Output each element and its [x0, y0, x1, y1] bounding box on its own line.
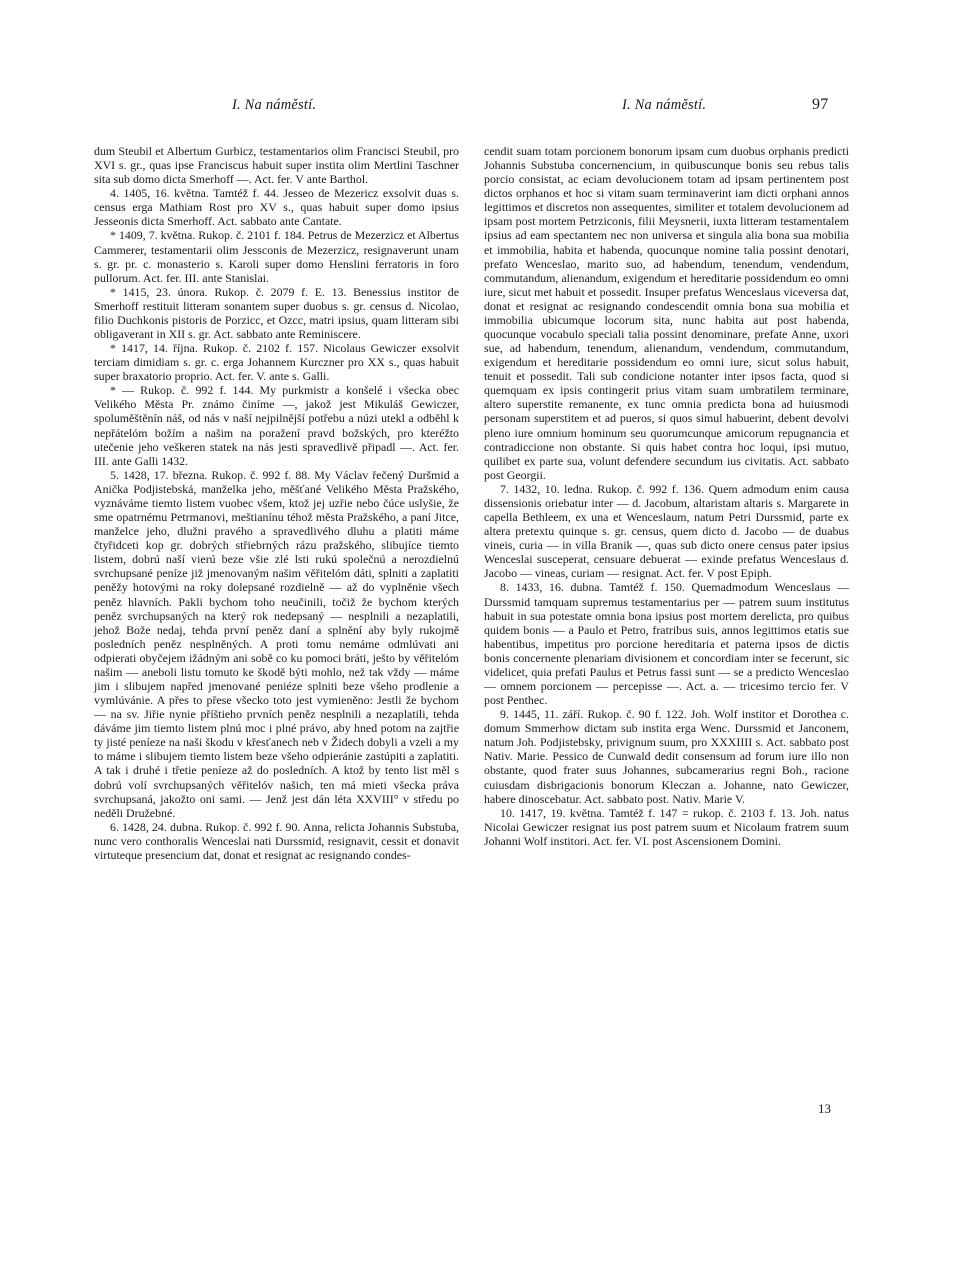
text-paragraph: cendit suam totam porcionem bonorum ipsam cum duobus orphanis predicti Johannis Substuba concernencium, in quibuscunque bonis seu rebus talis porcio consistat, ac eciam devolucionem totam ad ipsam pertinentem post dictos orphanos et hoc si vitam suam terminaverint iam dicti orphani annos legittimos et discretos non assequentes, similiter et totalem devolucionem ad ipsam post mortem Petrziconis, filii Meysnerii, iuxta litteram testamentalem ipsius ad eam spectantem nec non universa et singula alia bona sua mobilia et immobilia, habita et habenda, quocunque nomine talia possint denotari, prefato Wenceslao, marito suo, ad habendum, tenendum, vendendum, commutandum, alienandum, exigendum et hereditarie possidendum eo omni iure, sicut met habuit et possedit. Insuper prefatus Wenceslaus viceversa dat, donat et resignat ac resignando condescendit omnia bona sua mobilia et immobilia ubicumque locorum sita, nunc habita aut post habenda, quocunque vocabulo speciali talia possint denominare, prefate Anne, uxori sue, ad habendum, tenendum, alienandum, vendendum, commutandum, exigendum et hereditarie possidendum eo omni iure, sicut solus habuit, tenuit et possedit. Tali sub condicione notanter inter ipsos facta, quod si quemquam ex ipsis contingerit prius vitam suam umbratilem terminare, altero superstite remanente, ex tunc omnia predicta bona ad huiusmodi personam superstitem et ad pueros, si quos simul habuerint, debent devolvi pleno iure omnium hominum seu quorumcunque amicorum repugnancia et contradiccione non obstante. Si quis habet contra hoc loqui, ipsi mutuo, quilibet ex parte sua, volunt defendere secundum ius civitatis. Act. sabbato post Georgii. [484, 144, 849, 482]
text-paragraph: dum Steubil et Albertum Gurbicz, testamentarios olim Francisci Steubil, pro XVI s. gr., quas ipse Franciscus habuit super instita olim Mertlini Taschner sita sub domo dicta Smerhoff —. Act. fer. V ante Barthol. [94, 144, 459, 187]
page-number: 97 [812, 96, 829, 113]
text-paragraph: 8. 1433, 16. dubna. Tamtéž f. 150. Quemadmodum Wenceslaus — Durssmid tamquam supremus testamentarius per — patrem suum institutus habuit in sua potestate omnia bona ipsius post mortem derelicta, pro quibus quidem bonis — a Paulo et Petro, fratribus suis, annos legittimos etatis sue habentibus, impetitus pro porcione hereditaria et paterna ipsos de dictis bonis concernente plenariam divisionem et concordiam inter se fecerunt, sic videlicet, quia prefati Paulus et Petrus fassi sunt — se a predicto Wenceslao — omnem porcionem — percepisse —. Act. a. — tricesimo tercio fer. V post Penthec. [484, 580, 849, 708]
text-paragraph: 5. 1428, 17. března. Rukop. č. 992 f. 88. My Václav řečený Duršmid a Anička Podjistebská, manželka jeho, měšťané Velikého Města Pražského, vyznáváme tiemto listem vuobec všem, ktož jej uzřie nebo čúce uslyšie, že sme opatrnému Petrmanovi, meštianínu téhož města Pražského, a paní Jitce, manželce jeho, dlužni pravého a spravedlivého dluhu a platiti máme čtyřidceti kop gr. dobrých střiebrných rázu pražského, slibujíce tiemto listem, dobrú naší vierú beze všie zlé lsti rukú společnú a nerozdielnú svrchupsané peníze již jmenovaným našim věřitelóm dáti, splniti a zaplatiti peněžy hotovými na roky dolepsané rozdielně — až do vyplněnie všech peněz hlavních. Pakli bychom toho neučinili, točiž že bychom kterých peněz svrchupsaných na který rok nedepsaný — nesplnili a nezaplatili, jehož Bože nedaj, tehda první peněz daní a splnění aby byly rukojmě posledních peněz nesplněných. A proti tomu nemáme odmlúvati ani odpierati obyčejem ižádným ani sobě co ku pomoci bráti, ješto by věřitelóm našim — aneboli listu tomuto ke škodě býti mohlo, než tak vždy — máme jim i slibujem napřed jmenované peniéze splniti beze všeho prodlenie a vymlúvánie. A přes to přese všecko toto jest vymieněno: Jestli že bychom — na sv. Jiřie nynie příštieho prvních peněz nesplnili a nezaplatili, tehda dáváme jim tiemto listem plnú moc i plné právo, aby hned potom na zajtřie ty jisté peníeze na naši škodu v křesťanech neb v Židech dobyli a vzeli a my to máme i slibujem tiemto listem beze všeho odpieránie zastúpiti a zaplatiti. A tak i druhé i třetie peníeze až do posledních. A ktož by tento list měl s dobrú volí svrchupsaných věřitelóv našich, ten má mieti všecka práva svrchupsaná, jakožto oni sami. — Jenž jest dán léta XXVIII° v středu po neděli Družebné. [94, 467, 459, 820]
text-paragraph: 6. 1428, 24. dubna. Rukop. č. 992 f. 90. Anna, relicta Johannis Substuba, nunc vero conthoralis Wenceslai nati Durssmid, resignavit, cessit et donavit virtuteque presencium dat, donat et resignat ac resignando condes- [94, 819, 459, 862]
text-paragraph: * 1409, 7. května. Rukop. č. 2101 f. 184. Petrus de Mezerzicz et Albertus Cammerer, testamentarii olim Jessconis de Mezerzicz, resignaverunt unam s. gr. pr. c. monasterio s. Karoli super domo Henslini ferratoris in foro pullorum. Act. fer. III. ante Stanislai. [94, 228, 459, 285]
text-paragraph: 7. 1432, 10. ledna. Rukop. č. 992 f. 136. Quem admodum enim causa dissensionis oriebatur inter — d. Jacobum, altaristam altaris s. Margarete in capella Bethleem, ex una et Wenceslaum, natum Petri Durssmid, parte ex altera pretextu quinque s. gr. census, quem dicto d. Jacobo — de duabus vineis, curia — in villa Branik —, quas sub dicto onere census pater ipsius Wenceslai susceperat, censuare debuerat — exinde prefatus Wenceslaus d. Jacobo — vineas, curiam — resignat. Act. fer. V post Epiph. [484, 481, 849, 581]
left-text-column [94, 144, 459, 862]
text-paragraph: 9. 1445, 11. září. Rukop. č. 90 f. 122. Joh. Wolf institor et Dorothea c. domum Smmerhow dictam sub instita erga Wenc. Durssmid et Janconem, natum Joh. Podjistebsky, privignum suum, pro XXXIIII s. Act. sabbato post Nativ. Marie. Pessico de Cunwald dedit consensum ad forum iure illo non obstante, quod frater suus Johannes, subcamerarius regni Boh., racione cuiusdam disbrigacionis bonorum Kleczan a. Johanne, nato Gewiczer, habere dinoscebatur. Act. sabbato post. Nativ. Marie V. [484, 707, 849, 806]
printer-signature: 13 [818, 1101, 831, 1116]
text-paragraph: * 1417, 14. října. Rukop. č. 2102 f. 157. Nicolaus Gewiczer exsolvit terciam dimidiam s. gr. c. erga Johannem Kurczner pro XX s., quas habuit super braxatorio proprio. Act. fer. V. ante s. Galli. [94, 341, 459, 384]
right-text-column [484, 144, 849, 848]
text-paragraph: * — Rukop. č. 992 f. 144. My purkmistr a konšelé i všecka obec Velikého Města Pr. známo činíme —, jakož jest Mikuláš Gewiczer, spoluměštěnín náš, od nás v naší nejpilnější potřebu a núzi utekl a odběhl k nepřátelóm božím a našim na poražení pravd božských, pro kteréžto utečenie jeho veškeren statek na nás jesti spravedlivě připadl —. Act. fer. III. ante Galli 1432. [94, 383, 459, 468]
running-header-left: I. Na náměstí. [232, 97, 317, 113]
text-paragraph: * 1415, 23. února. Rukop. č. 2079 f. E. 13. Benessius institor de Smerhoff restituit litteram sonantem super duobus s. gr. census d. Nicolao, filio Duchkonis pistoris de Porzicc, et Ozcc, matri ipsius, quam litteram sibi obligaverant in XII s. gr. Act. sabbato ante Reminiscere. [94, 284, 459, 342]
text-paragraph: 10. 1417, 19. května. Tamtéž f. 147 = rukop. č. 2103 f. 13. Joh. natus Nicolai Gewiczer resignat ius post patrem suum et Nicolaum fratrem suum Johanni Wolf institori. Act. fer. VI. post Ascensionem Domini. [484, 805, 849, 848]
text-paragraph: 4. 1405, 16. května. Tamtéž f. 44. Jesseo de Mezericz exsolvit duas s. census erga Mathiam Rost pro XV s., quas habuit super domo ipsius Jesseonis dicta Smerhoff. Act. sabbato ante Cantate. [94, 186, 459, 229]
running-header-right: I. Na náměstí. [622, 97, 707, 113]
